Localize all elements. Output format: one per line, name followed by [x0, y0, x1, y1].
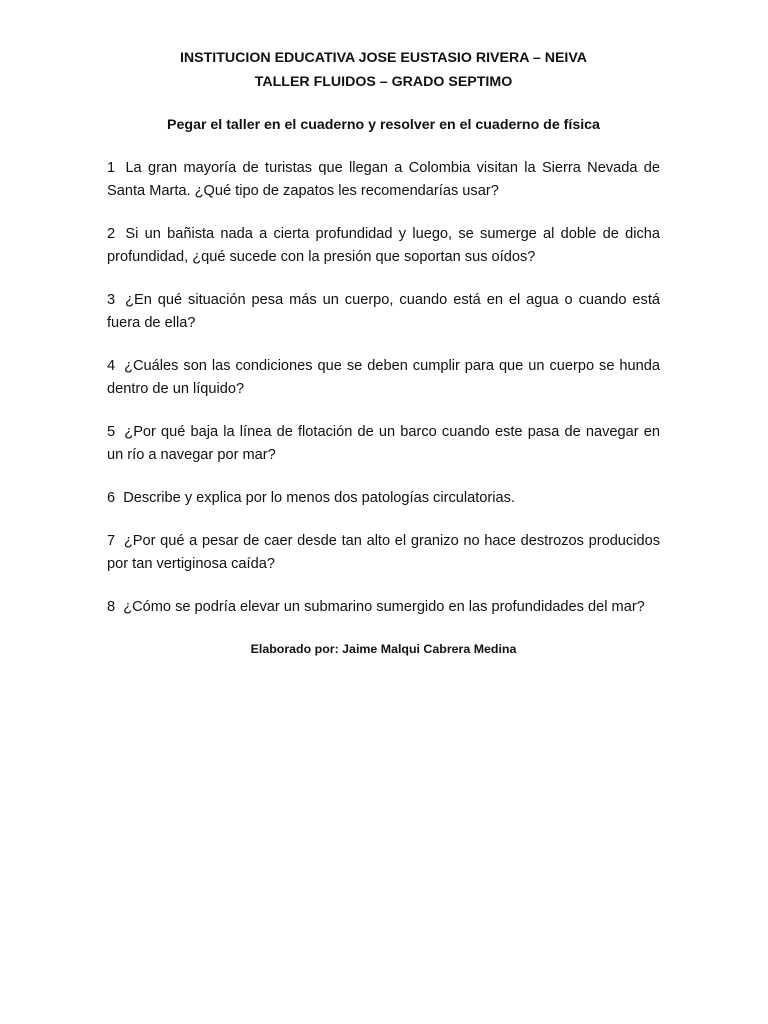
question-number: 3 — [107, 292, 116, 308]
question-8 — [107, 596, 660, 619]
question-3 — [107, 289, 660, 335]
question-number: 6 — [107, 490, 116, 506]
question-text: ¿Cuáles son las condiciones que se deben cumplir para que un cuerpo se hunda dentro de un líquido? — [107, 358, 660, 397]
question-number: 8 — [107, 599, 116, 615]
document-header — [107, 46, 660, 94]
question-number: 5 — [107, 424, 116, 440]
question-1 — [107, 157, 660, 203]
question-4 — [107, 355, 660, 401]
workshop-title: TALLER FLUIDOS – GRADO SEPTIMO — [254, 74, 513, 90]
question-text: ¿En qué situación pesa más un cuerpo, cuando está en el agua o cuando está fuera de ella? — [107, 292, 660, 331]
question-text: ¿Cómo se podría elevar un submarino sumergido en las profundidades del mar? — [123, 599, 645, 615]
question-7 — [107, 530, 660, 576]
question-5 — [107, 421, 660, 467]
question-text: ¿Por qué a pesar de caer desde tan alto el granizo no hace destrozos producidos por tan vertiginosa caída? — [107, 533, 660, 572]
question-list — [107, 157, 660, 619]
question-number: 1 — [107, 160, 116, 176]
question-text: La gran mayoría de turistas que llegan a Colombia visitan la Sierra Nevada de Santa Marta. ¿Qué tipo de zapatos les recomendarías usar? — [107, 160, 661, 199]
question-6 — [107, 487, 660, 510]
school-name: INSTITUCION EDUCATIVA JOSE EUSTASIO RIVERA – NEIVA — [179, 50, 587, 66]
question-text: Describe y explica por lo menos dos patologías circulatorias. — [123, 490, 515, 506]
document-page — [107, 0, 660, 659]
author-credit: Elaborado por: Jaime Malqui Cabrera Medina — [250, 642, 517, 656]
question-number: 2 — [107, 226, 116, 242]
question-text: Si un bañista nada a cierta profundidad y luego, se sumerge al doble de dicha profundidad, ¿qué sucede con la presión que soportan sus oídos? — [107, 226, 661, 265]
question-number: 4 — [107, 358, 116, 374]
question-number: 7 — [107, 533, 116, 549]
question-2 — [107, 223, 660, 269]
question-text: ¿Por qué baja la línea de flotación de un barco cuando este pasa de navegar en un río a navegar por mar? — [107, 424, 660, 463]
instruction-text: Pegar el taller en el cuaderno y resolver en el cuaderno de física — [167, 117, 600, 133]
